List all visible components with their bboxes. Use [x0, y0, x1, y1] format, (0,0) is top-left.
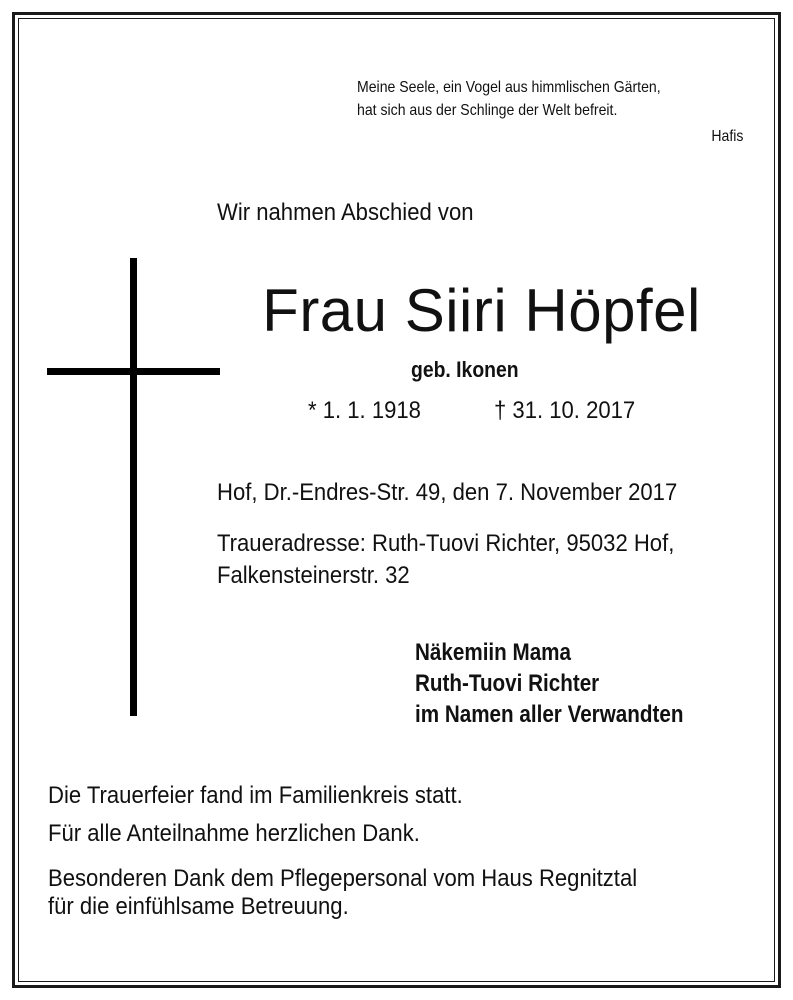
intro-text: Wir nahmen Abschied von — [217, 199, 474, 226]
quote-author: Hafis — [710, 128, 743, 145]
death-date: † 31. 10. 2017 — [494, 397, 636, 424]
special-thanks-note — [48, 865, 637, 921]
special-thanks-line: Besonderen Dank dem Pflegepersonal vom Haus Regnitztal — [48, 865, 638, 892]
cross-horizontal-bar — [47, 368, 220, 375]
quote-line: hat sich aus der Schlinge der Welt befreit. — [357, 102, 618, 119]
signoff-line: Näkemiin Mama — [415, 639, 572, 666]
birth-date: * 1. 1. 1918 — [308, 397, 421, 424]
address-line: Falkensteinerstr. 32 — [217, 562, 410, 589]
special-thanks-line: für die einfühlsame Betreuung. — [48, 893, 349, 920]
deceased-name: Frau Siiri Höpfel — [262, 277, 701, 344]
signoff-line: im Namen aller Verwandten — [415, 701, 684, 728]
mourning-address — [217, 528, 674, 592]
quote — [357, 76, 661, 122]
place-and-date: Hof, Dr.-Endres-Str. 49, den 7. November 2017 — [217, 479, 678, 506]
funeral-note: Die Trauerfeier fand im Familienkreis statt. — [48, 782, 463, 809]
maiden-name: geb. Ikonen — [411, 357, 519, 382]
signoff — [415, 637, 683, 730]
signoff-line: Ruth-Tuovi Richter — [415, 670, 600, 697]
address-line: Traueradresse: Ruth-Tuovi Richter, 95032 Hof, — [217, 530, 675, 557]
thanks-note: Für alle Anteilnahme herzlichen Dank. — [48, 820, 420, 847]
quote-line: Meine Seele, ein Vogel aus himmlischen Gärten, — [357, 79, 661, 96]
